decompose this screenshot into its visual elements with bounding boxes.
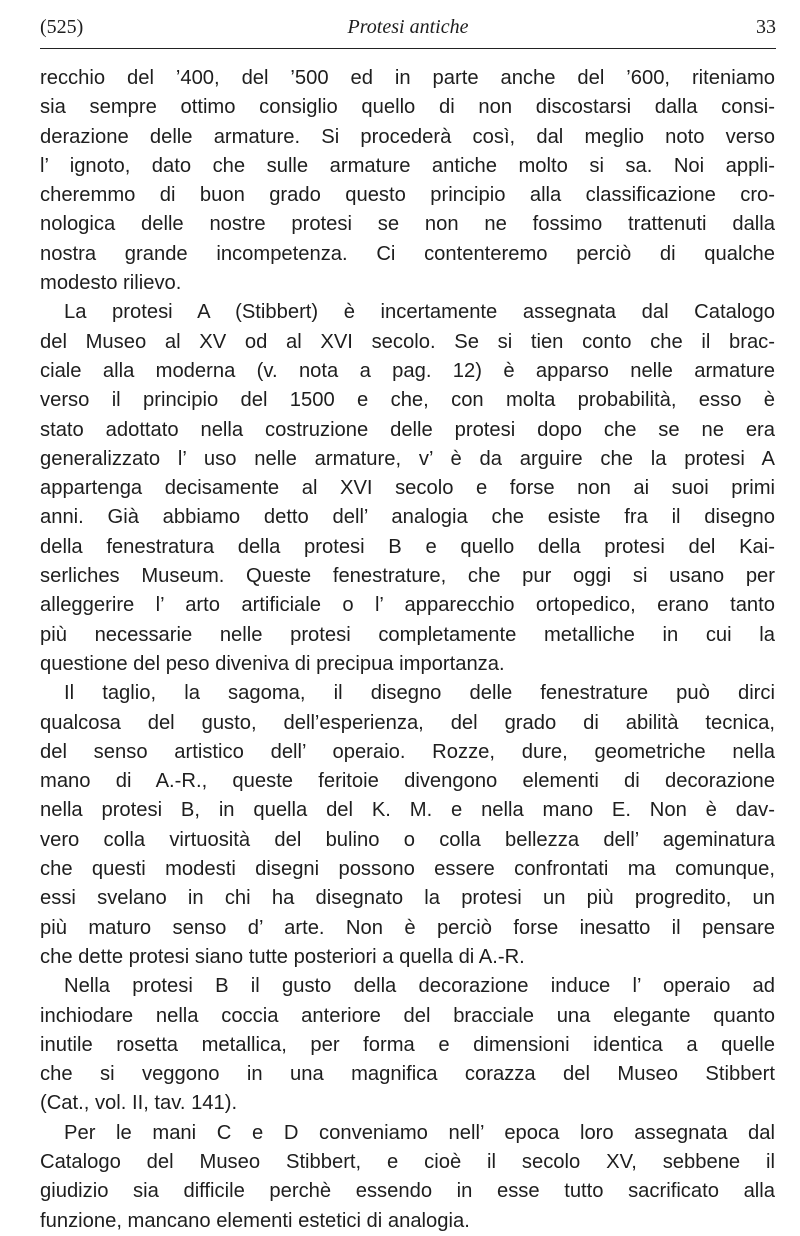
text-line: modesto rilievo. [40,272,182,295]
text-line: vero colla virtuosità del bulino o colla bellezza dell’ ageminatura [40,828,775,851]
page-number: 33 [756,16,776,38]
text-line: inutile rosetta metallica, per forma e dimensioni identica a quelle [40,1033,775,1056]
text-line: che dette protesi siano tutte posteriori a quella di A.-R. [40,945,525,968]
text-line: essi svelano in chi ha disegnato la protesi un più progredito, un [40,887,775,910]
text-line: (Cat., vol. II, tav. 141). [40,1092,238,1115]
text-line: Il taglio, la sagoma, il disegno delle fenestrature può dirci [64,682,775,705]
paragraph [40,679,775,972]
text-line: del Museo al XV od al XVI secolo. Se si tien conto che il brac- [40,330,775,353]
text-line: ciale alla moderna (v. nota a pag. 12) è apparso nelle armature [40,359,775,382]
text-line: La protesi A (Stibbert) è incertamente assegnata dal Catalogo [64,301,775,324]
text-line: nella protesi B, in quella del K. M. e nella mano E. Non è dav- [40,799,775,822]
text-line: l’ ignoto, dato che sulle armature antiche molto si sa. Noi appli- [40,154,775,177]
paragraph [40,298,775,679]
text-line: anni. Già abbiamo detto dell’ analogia che esiste fra il disegno [40,506,775,529]
text-line: funzione, mancano elementi estetici di analogia. [40,1209,470,1232]
text-line: verso il principio del 1500 e che, con molta probabilità, esso è [40,389,775,412]
text-line: questione del peso diveniva di precipua importanza. [40,652,505,675]
text-line: stato adottato nella costruzione delle protesi dopo che se ne era [40,418,775,441]
text-line: derazione delle armature. Si procederà così, dal meglio noto verso [40,125,775,148]
page-header [40,14,776,49]
paragraph [40,972,775,1118]
text-line: Nella protesi B il gusto della decorazione induce l’ operaio ad [64,975,775,998]
text-line: mano di A.-R., queste feritoie divengono elementi di decorazione [40,770,775,793]
folio-number: (525) [40,16,84,38]
text-line: più maturo senso d’ arte. Non è perciò forse inesatto il pensare [40,916,775,939]
text-line: della fenestratura della protesi B e quello della protesi del Kai- [40,535,775,558]
text-line: del senso artistico dell’ operaio. Rozze, dure, geometriche nella [40,740,775,763]
running-title: Protesi antiche [347,16,469,38]
text-line: inchiodare nella coccia anteriore del bracciale una elegante quanto [40,1004,775,1027]
paragraph [40,64,775,298]
text-line: recchio del ’400, del ’500 ed in parte anche del ’600, riteniamo [40,67,775,89]
text-line: giudizio sia difficile perchè essendo in esse tutto sacrificato alla [40,1180,775,1203]
text-line: Catalogo del Museo Stibbert, e cioè il secolo XV, sebbene il [40,1150,775,1173]
text-line: serliches Museum. Queste fenestrature, che pur oggi si usano per [40,565,775,588]
paragraph [40,1119,775,1236]
text-line: nologica delle nostre protesi se non ne fossimo trattenuti dalla [40,213,775,236]
body-text [40,64,775,1236]
text-line: Per le mani C e D conveniamo nell’ epoca loro assegnata dal [64,1121,775,1144]
text-line: appartenga decisamente al XVI secolo e forse non ai suoi primi [40,477,775,500]
text-line: nostra grande incompetenza. Ci contenteremo perciò di qualche [40,242,775,265]
text-line: cheremmo di buon grado questo principio alla classificazione cro- [40,184,775,207]
text-line: qualcosa del gusto, dell’esperienza, del grado di abilità tecnica, [40,711,775,734]
text-line: che questi modesti disegni possono essere confrontati ma comunque, [40,858,775,881]
text-line: generalizzato l’ uso nelle armature, v’ è da arguire che la protesi A [40,447,775,470]
text-line: che si veggono in una magnifica corazza del Museo Stibbert [40,1063,775,1086]
text-line: sia sempre ottimo consiglio quello di non discostarsi dalla consi- [40,96,775,119]
text-line: alleggerire l’ arto artificiale o l’ apparecchio ortopedico, erano tanto [40,594,775,617]
text-line: più necessarie nelle protesi completamente metalliche in cui la [40,623,775,646]
